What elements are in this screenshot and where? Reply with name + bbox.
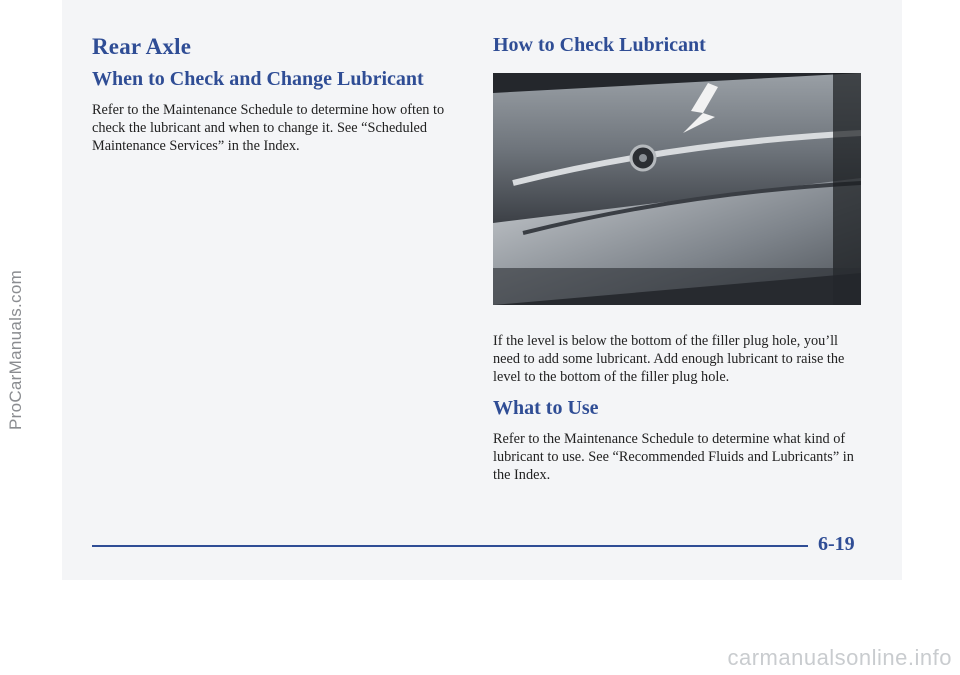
footer-rule — [92, 545, 808, 547]
what-to-use-block — [493, 397, 868, 484]
rear-axle-photo — [493, 73, 861, 305]
section-title: Rear Axle — [92, 34, 192, 59]
when-to-check-heading: When to Check and Change Lubricant — [92, 68, 424, 90]
what-to-use-heading: What to Use — [493, 397, 599, 419]
level-paragraph: If the level is below the bottom of the filler plug hole, you’ll need to add some lubricant. Add enough lubricant to raise the level to the bottom of the filler plug hole. — [493, 333, 845, 385]
axle-illustration — [493, 73, 861, 305]
footer-watermark: carmanualsonline.info — [727, 645, 952, 670]
what-to-use-paragraph: Refer to the Maintenance Schedule to determine what kind of lubricant to use. See “Recommended Fluids and Lubricants” in the Index. — [493, 431, 854, 483]
right-column-header — [493, 34, 868, 67]
side-watermark: ProCarManuals.com — [6, 269, 25, 430]
how-to-check-heading: How to Check Lubricant — [493, 34, 706, 56]
when-to-check-paragraph: Refer to the Maintenance Schedule to determine how often to check the lubricant and when to change it. See “Scheduled Maintenance Services” in the Index. — [92, 102, 445, 154]
page-number: 6-19 — [818, 533, 855, 555]
level-paragraph-block — [493, 332, 868, 386]
left-column — [92, 34, 462, 155]
